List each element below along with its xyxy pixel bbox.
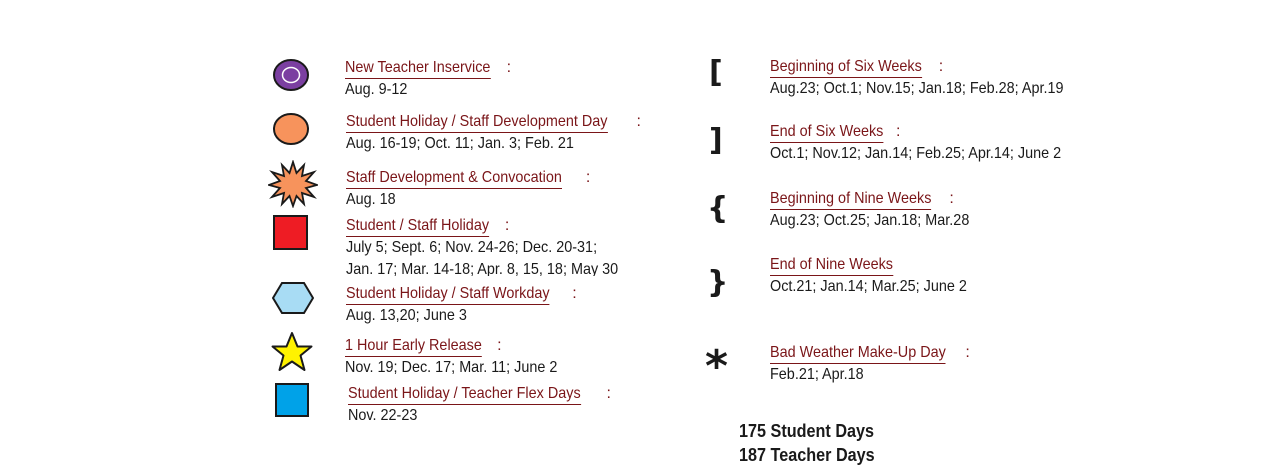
orange-circle-icon	[272, 112, 310, 146]
legend-title: Bad Weather Make-Up Day	[770, 343, 946, 364]
legend-dates: Aug.23; Oct.25; Jan.18; Mar.28	[770, 212, 970, 229]
legend-new-teacher-inservice	[345, 58, 511, 101]
student-days-total: 175 Student Days	[739, 421, 875, 441]
orange-burst-icon	[268, 160, 318, 208]
open-bracket-icon: [	[709, 55, 723, 90]
legend-dates: Feb.21; Apr.18	[770, 366, 864, 383]
legend-student-holiday-staff-development	[346, 112, 641, 155]
legend-staff-development-convocation	[346, 168, 590, 211]
legend-dates: July 5; Sept. 6; Nov. 24-26; Dec. 20-31;	[346, 239, 598, 256]
yellow-star-icon	[271, 331, 313, 373]
legend-colon: :	[965, 344, 970, 361]
legend-title: Student Holiday / Staff Workday	[346, 284, 550, 305]
legend-dates-clip	[346, 237, 648, 276]
legend-bad-weather-make-up-day	[770, 343, 970, 386]
legend-colon: :	[949, 190, 954, 207]
legend-title: 1 Hour Early Release	[345, 336, 482, 357]
legend-dates: Aug. 18	[346, 191, 396, 208]
legend-title: Beginning of Six Weeks	[770, 57, 922, 78]
asterisk-icon: *	[705, 341, 729, 392]
legend-teacher-flex-days	[348, 384, 611, 427]
legend-title: Staff Development & Convocation	[346, 168, 562, 189]
legend-student-staff-holiday	[346, 216, 648, 276]
legend-end-nine-weeks	[770, 255, 989, 298]
legend-title: New Teacher Inservice	[345, 58, 490, 79]
legend-colon: :	[636, 113, 641, 130]
legend-beginning-nine-weeks	[770, 189, 991, 232]
legend-dates: Aug. 13,20; June 3	[346, 307, 467, 324]
legend-dates: Nov. 22-23	[348, 407, 418, 424]
purple-double-circle-icon	[272, 58, 310, 92]
legend-colon: :	[895, 123, 901, 140]
legend-colon: :	[572, 285, 577, 302]
blue-square-icon	[275, 383, 309, 417]
legend-colon: :	[504, 217, 510, 234]
close-bracket-icon: ]	[709, 123, 723, 158]
legend-dates: Aug. 9-12	[345, 81, 408, 98]
legend-dates-line-2: Jan. 17; Mar. 14-18; Apr. 8, 15, 18; May 30	[346, 261, 619, 276]
red-square-icon	[273, 215, 308, 250]
legend-end-six-weeks	[770, 122, 1093, 165]
legend-title: Student Holiday / Staff Development Day	[346, 112, 607, 133]
teacher-days-total: 187 Teacher Days	[739, 445, 875, 465]
legend-dates: Oct.21; Jan.14; Mar.25; June 2	[770, 278, 967, 295]
legend-colon: :	[497, 337, 502, 354]
legend-student-holiday-staff-workday	[346, 284, 577, 327]
legend-title: End of Six Weeks	[770, 122, 883, 143]
legend-title: Student Holiday / Teacher Flex Days	[348, 384, 581, 405]
open-brace-icon: {	[707, 191, 729, 226]
legend-early-release	[345, 336, 581, 379]
legend-colon: :	[506, 59, 512, 76]
legend-dates: Nov. 19; Dec. 17; Mar. 11; June 2	[345, 359, 558, 376]
legend-colon: :	[585, 169, 591, 186]
legend-colon: :	[938, 58, 944, 75]
legend-dates: Aug.23; Oct.1; Nov.15; Jan.18; Feb.28; Apr.19	[770, 80, 1064, 97]
close-brace-icon: }	[707, 265, 729, 300]
light-blue-hexagon-icon	[272, 282, 314, 314]
legend-title: Student / Staff Holiday	[346, 216, 489, 237]
legend-title: Beginning of Nine Weeks	[770, 189, 931, 210]
legend-beginning-six-weeks	[770, 57, 1096, 100]
legend-dates: Aug. 16-19; Oct. 11; Jan. 3; Feb. 21	[346, 135, 574, 152]
legend-colon: :	[606, 385, 611, 402]
legend-dates: Oct.1; Nov.12; Jan.14; Feb.25; Apr.14; June 2	[770, 145, 1062, 162]
legend-title: End of Nine Weeks	[770, 255, 893, 276]
